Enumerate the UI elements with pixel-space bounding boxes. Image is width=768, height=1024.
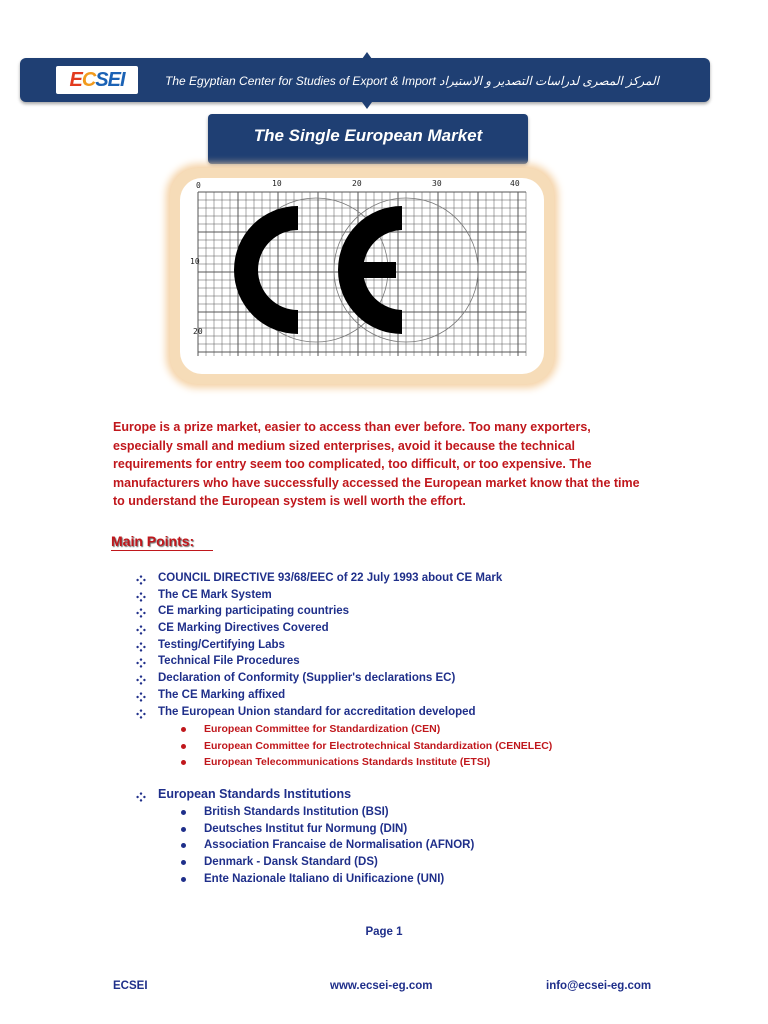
diamond-bullet-icon <box>136 624 146 634</box>
dot-bullet-icon <box>181 727 186 732</box>
dot-bullet-icon <box>181 860 186 865</box>
list-item: Ente Nazionale Italiano di Unificazione (UNI) <box>181 871 474 888</box>
main-points-list <box>136 570 502 720</box>
list-item: The European Union standard for accreditation developed <box>136 704 502 721</box>
ce-mark-figure <box>180 178 544 374</box>
heading-underline <box>111 550 213 551</box>
diamond-bullet-icon <box>136 607 146 617</box>
page-title: The Single European Market <box>208 114 528 164</box>
list-item: Association Francaise de Normalisation (AFNOR) <box>181 837 474 854</box>
list-item: European Standards Institutions <box>136 786 351 803</box>
diamond-bullet-icon <box>136 674 146 684</box>
tick-top-10: 10 <box>272 179 282 188</box>
dot-bullet-icon <box>181 744 186 749</box>
list-item: Technical File Procedures <box>136 653 502 670</box>
header-banner <box>20 58 710 102</box>
list-item: Declaration of Conformity (Supplier's declarations EC) <box>136 670 502 687</box>
diamond-bullet-icon <box>136 708 146 718</box>
list-item: COUNCIL DIRECTIVE 93/68/EEC of 22 July 1993 about CE Mark <box>136 570 502 587</box>
tick-left-10: 10 <box>190 257 200 266</box>
list-item: The CE Marking affixed <box>136 687 502 704</box>
tick-top-40: 40 <box>510 179 520 188</box>
diamond-bullet-icon <box>136 591 146 601</box>
dot-bullet-icon <box>181 760 186 765</box>
left-tick-labels <box>190 257 203 336</box>
banner-bottom-notch <box>362 102 372 109</box>
list-item: The CE Mark System <box>136 587 502 604</box>
list-item: European Telecommunications Standards Institute (ETSI) <box>181 754 552 771</box>
letter-e <box>338 206 402 334</box>
letter-c <box>234 206 298 334</box>
header-title: The Egyptian Center for Studies of Export & Import المركز المصرى لدراسات التصدير و الاستيراد <box>165 74 659 88</box>
standards-institutions-list <box>181 804 474 887</box>
footer-website-link[interactable]: www.ecsei-eg.com <box>330 980 433 992</box>
ecsei-logo: ECSEI <box>56 66 138 94</box>
intro-paragraph: Europe is a prize market, easier to access than ever before. Too many exporters, especially small and medium sized enterprises, avoid it because the technical requirements for entry seem too complicated, too difficult, or too expensive. The manufacturers who have successfully accessed the European market know that the time to understand the European system is well worth the effort. <box>113 420 640 508</box>
standards-heading-list <box>136 786 351 803</box>
tick-left-20: 20 <box>193 327 203 336</box>
top-tick-labels <box>196 179 520 190</box>
list-item: Deutsches Institut fur Normung (DIN) <box>181 821 474 838</box>
list-item: CE marking participating countries <box>136 603 502 620</box>
list-item: Denmark - Dansk Standard (DS) <box>181 854 474 871</box>
dot-bullet-icon <box>181 810 186 815</box>
page-number: Page 1 <box>365 926 403 938</box>
diamond-bullet-icon <box>136 574 146 584</box>
diamond-bullet-icon <box>136 790 146 800</box>
footer-email-link[interactable]: info@ecsei-eg.com <box>546 980 652 992</box>
list-item: British Standards Institution (BSI) <box>181 804 474 821</box>
footer-org: ECSEI <box>113 980 148 992</box>
ce-mark-graphic <box>180 178 544 374</box>
diamond-bullet-icon <box>136 641 146 651</box>
dot-bullet-icon <box>181 843 186 848</box>
dot-bullet-icon <box>181 877 186 882</box>
tick-top-0: 0 <box>196 181 201 190</box>
dot-bullet-icon <box>181 827 186 832</box>
list-item: European Committee for Standardization (CEN) <box>181 721 552 738</box>
main-points-heading: Main Points: <box>111 533 195 549</box>
tick-top-20: 20 <box>352 179 362 188</box>
tick-top-30: 30 <box>432 179 442 188</box>
list-item: CE Marking Directives Covered <box>136 620 502 637</box>
list-item: Testing/Certifying Labs <box>136 637 502 654</box>
diamond-bullet-icon <box>136 691 146 701</box>
accreditation-bodies-list <box>181 721 552 771</box>
list-item: European Committee for Electrotechnical Standardization (CENELEC) <box>181 738 552 755</box>
diamond-bullet-icon <box>136 657 146 667</box>
